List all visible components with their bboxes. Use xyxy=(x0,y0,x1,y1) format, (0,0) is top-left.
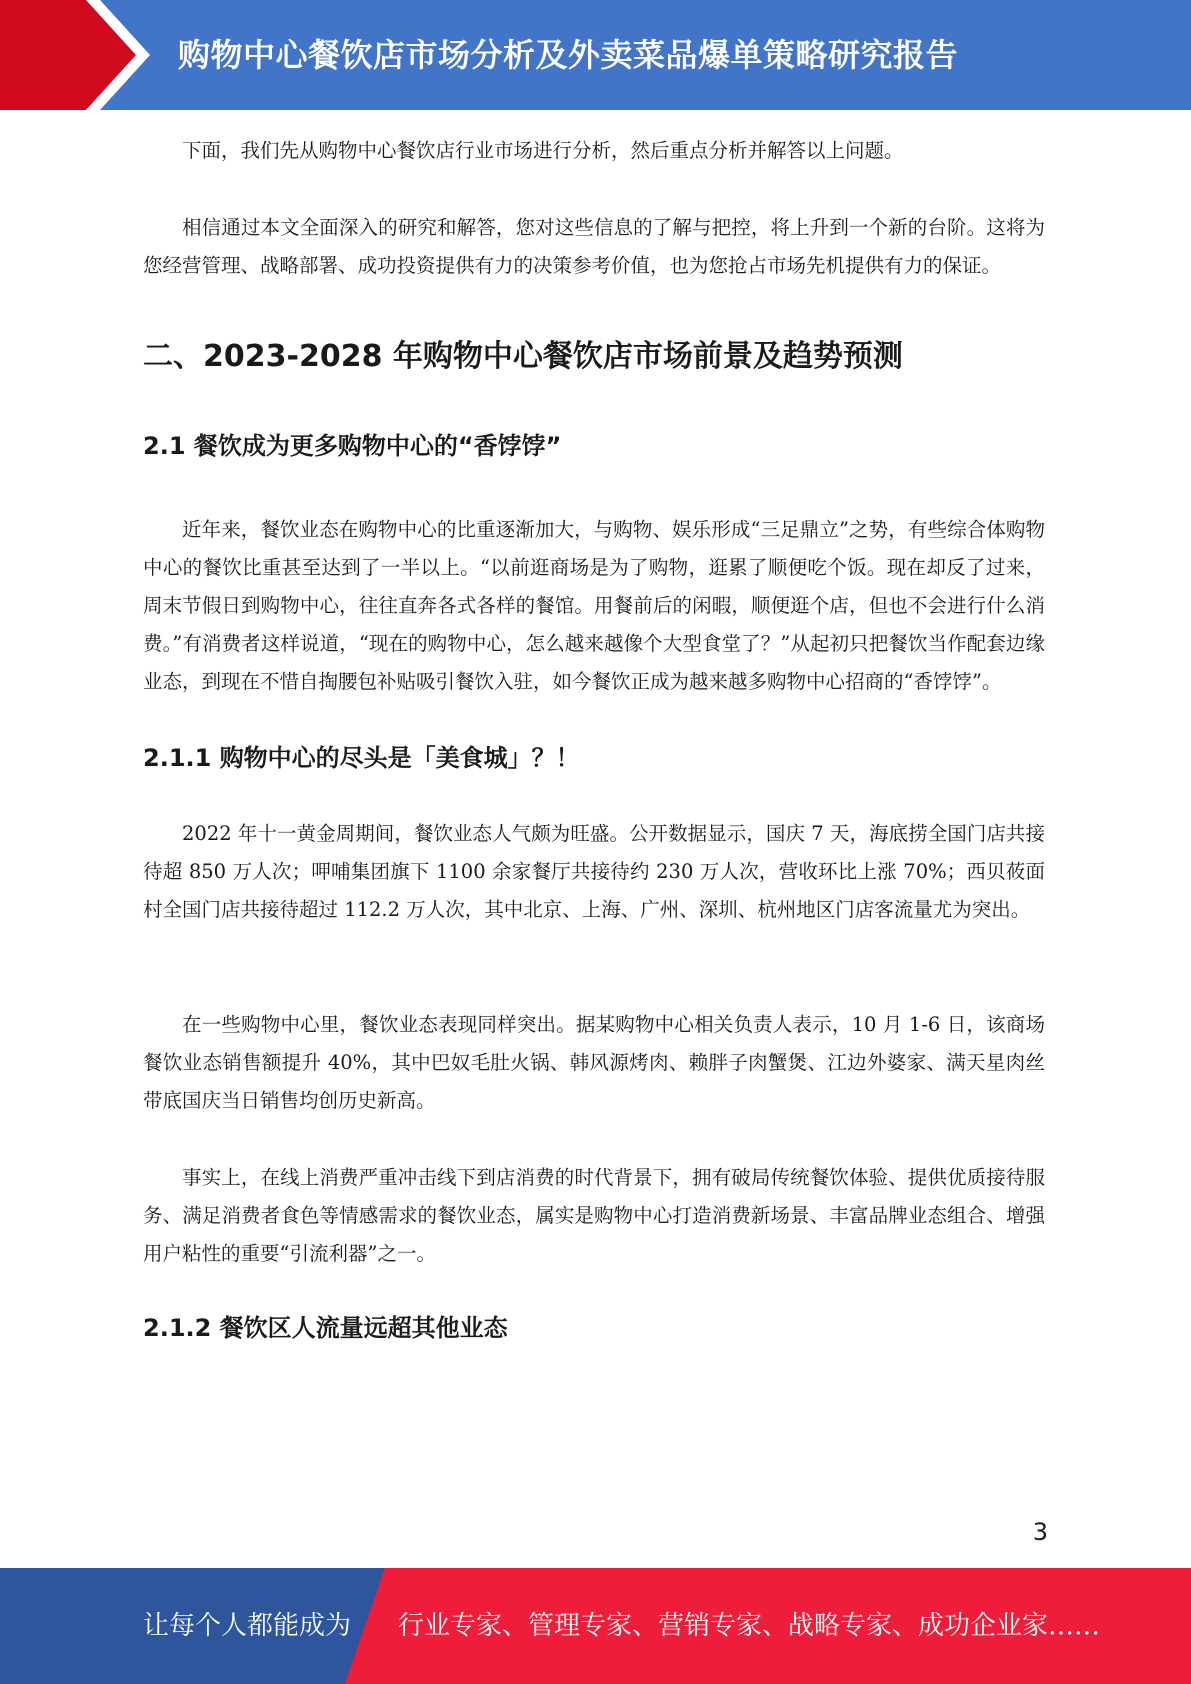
section-2-1-2-heading: 2.1.2 餐饮区人流量远超其他业态 xyxy=(143,1314,508,1342)
section-2-1-heading: 2.1 餐饮成为更多购物中心的“香饽饽” xyxy=(143,432,562,460)
intro-paragraph-1: 下面，我们先从购物中心餐饮店行业市场进行分析，然后重点分析并解答以上问题。 xyxy=(182,139,904,162)
intro-paragraph-2: 相信通过本文全面深入的研究和解答，您对这些信息的了解与把控，将上升到一个新的台阶。这将为您经营管理、战略部署、成功投资提供有力的决策参考价值，也为您抢占市场先机提供有力的保证。 xyxy=(143,216,1045,277)
section-2-1-1-paragraph-2: 在一些购物中心里，餐饮业态表现同样突出。据某购物中心相关负责人表示，10 月 1-6 日，该商场餐饮业态销售额提升 40%，其中巴奴毛肚火锅、韩风源烤肉、赖胖子肉蟹煲、江边外婆家、满天星肉丝带底国庆当日销售均创历史新高。 xyxy=(143,1013,1045,1112)
footer-slogan-left: 让每个人都能成为 xyxy=(143,1611,352,1641)
page-content xyxy=(143,132,1045,1345)
section-2-1-paragraph: 近年来，餐饮业态在购物中心的比重逐渐加大，与购物、娱乐形成“三足鼎立”之势，有些综合体购物中心的餐饮比重甚至达到了一半以上。“以前逛商场是为了购物，逛累了顺便吃个饭。现在却反了过来，周末节假日到购物中心，往往直奔各式各样的餐馆。用餐前后的闲暇，顺便逛个店，但也不会进行什么消费。”有消费者这样说道，“现在的购物中心，怎么越来越像个大型食堂了？”从起初只把餐饮当作配套边缘业态，到现在不惜自掏腰包补贴吸引餐饮入驻，如今餐饮正成为越来越多购物中心招商的“香饽饽”。 xyxy=(143,518,1045,693)
footer-slogan-right: 行业专家、管理专家、营销专家、战略专家、成功企业家…… xyxy=(398,1611,1101,1641)
page-number: 3 xyxy=(1032,1518,1048,1546)
section-2-1-1-heading: 2.1.1 购物中心的尽头是「美食城」？！ xyxy=(143,744,580,772)
report-title: 购物中心餐饮店市场分析及外卖菜品爆单策略研究报告 xyxy=(178,36,959,74)
section-2-1-1-paragraph-1: 2022 年十一黄金周期间，餐饮业态人气颇为旺盛。公开数据显示，国庆 7 天，海底捞全国门店共接待超 850 万人次；呷哺集团旗下 1100 余家餐厅共接待约 230 万人次，营收环比上涨 70%；西贝莜面村全国门店共接待超过 112.2 万人次，其中北京、上海、广州、深圳、杭州地区门店客流量尤为突出。 xyxy=(143,822,1045,921)
section-2-1-1-paragraph-3: 事实上，在线上消费严重冲击线下到店消费的时代背景下，拥有破局传统餐饮体验、提供优质接待服务、满足消费者食色等情感需求的餐饮业态，属实是购物中心打造消费新场景、丰富品牌业态组合、增强用户粘性的重要“引流利器”之一。 xyxy=(143,1166,1045,1265)
section-2-heading: 二、2023-2028 年购物中心餐饮店市场前景及趋势预测 xyxy=(143,339,903,374)
page-footer xyxy=(0,1568,1191,1684)
page-header xyxy=(0,0,1191,110)
header-chevron-decoration xyxy=(0,0,160,110)
